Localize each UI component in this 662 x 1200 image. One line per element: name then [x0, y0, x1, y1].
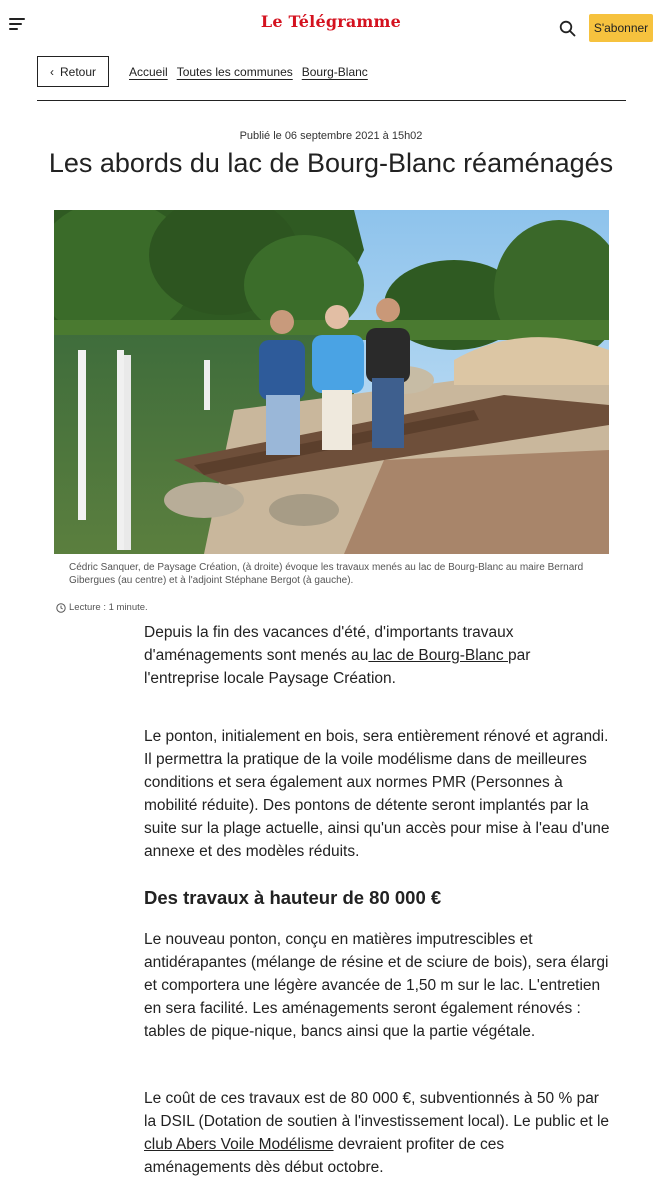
reading-time-label: Lecture : 1 minute.	[69, 602, 148, 613]
top-bar	[0, 0, 662, 50]
back-label: Retour	[59, 64, 97, 79]
paragraph-3: Le nouveau ponton, conçu en matières imputrescibles et antidérapantes (mélange de résine et de sciure de bois), sera élargi et comportera une légère avancée de 1,50 m sur le lac. L'entretien en sera facilité. Les aménagements seront également rénovés : tables de pique-nique, bancs ainsi que la partie végétale.	[144, 931, 609, 1040]
photo-caption: Cédric Sanquer, de Paysage Création, (à droite) évoque les travaux menés au lac de Bourg-Blanc au maire Bernard Gibergues (au centre) et à l'adjoint Stéphane Bergot (à gauche).	[69, 562, 584, 586]
people-figures	[259, 298, 410, 455]
logo-text[interactable]: Le Télégramme	[260, 12, 402, 31]
link-club-abers[interactable]: club Abers Voile Modélisme	[144, 1136, 334, 1153]
paragraph-1: Depuis la fin des vacances d'été, d'importants travaux d'aménagements sont menés au lac de Bourg-Blanc par l'entreprise locale Paysage Création.	[144, 624, 531, 687]
breadcrumb	[129, 65, 368, 79]
link-lac-bourg-blanc[interactable]: lac de Bourg-Blanc	[368, 647, 508, 664]
paragraph-2: Le ponton, initialement en bois, sera entièrement rénové et agrandi. Il permettra la pratique de la voile modélisme dans de meilleures conditions et sera également aux normes PMR (Personnes à mobilité réduite). Des pontons de détente seront implantés par la suite sur la plage actuelle, ainsi qu'un accès pour mise à l'eau d'une annexe et des modèles réduits.	[144, 728, 610, 860]
chevron-left-icon: ‹	[49, 64, 54, 79]
article-subheading: Des travaux à hauteur de 80 000 €	[144, 887, 442, 908]
breadcrumb-communes[interactable]: Toutes les communes	[176, 65, 293, 79]
clock-icon	[56, 603, 66, 613]
subscribe-button[interactable]: S'abonner	[589, 14, 653, 42]
breadcrumb-bourg-blanc[interactable]: Bourg-Blanc	[301, 65, 368, 79]
paragraph-4: Le coût de ces travaux est de 80 000 €, subventionnés à 50 % par la DSIL (Dotation de soutien à l'investissement local). Le public et le club Abers Voile Modélisme devraient profiter de ces aménagements dès début octobre.	[144, 1090, 610, 1176]
back-button[interactable]	[37, 56, 109, 87]
reading-time	[56, 602, 148, 613]
breadcrumb-home[interactable]: Accueil	[129, 65, 168, 79]
article-photo	[54, 210, 609, 554]
article-title: Les abords du lac de Bourg-Blanc réaménagés	[48, 148, 614, 178]
header-divider	[37, 100, 626, 101]
publish-date: Publié le 06 septembre 2021 à 15h02	[239, 130, 423, 142]
search-icon[interactable]	[559, 20, 576, 37]
